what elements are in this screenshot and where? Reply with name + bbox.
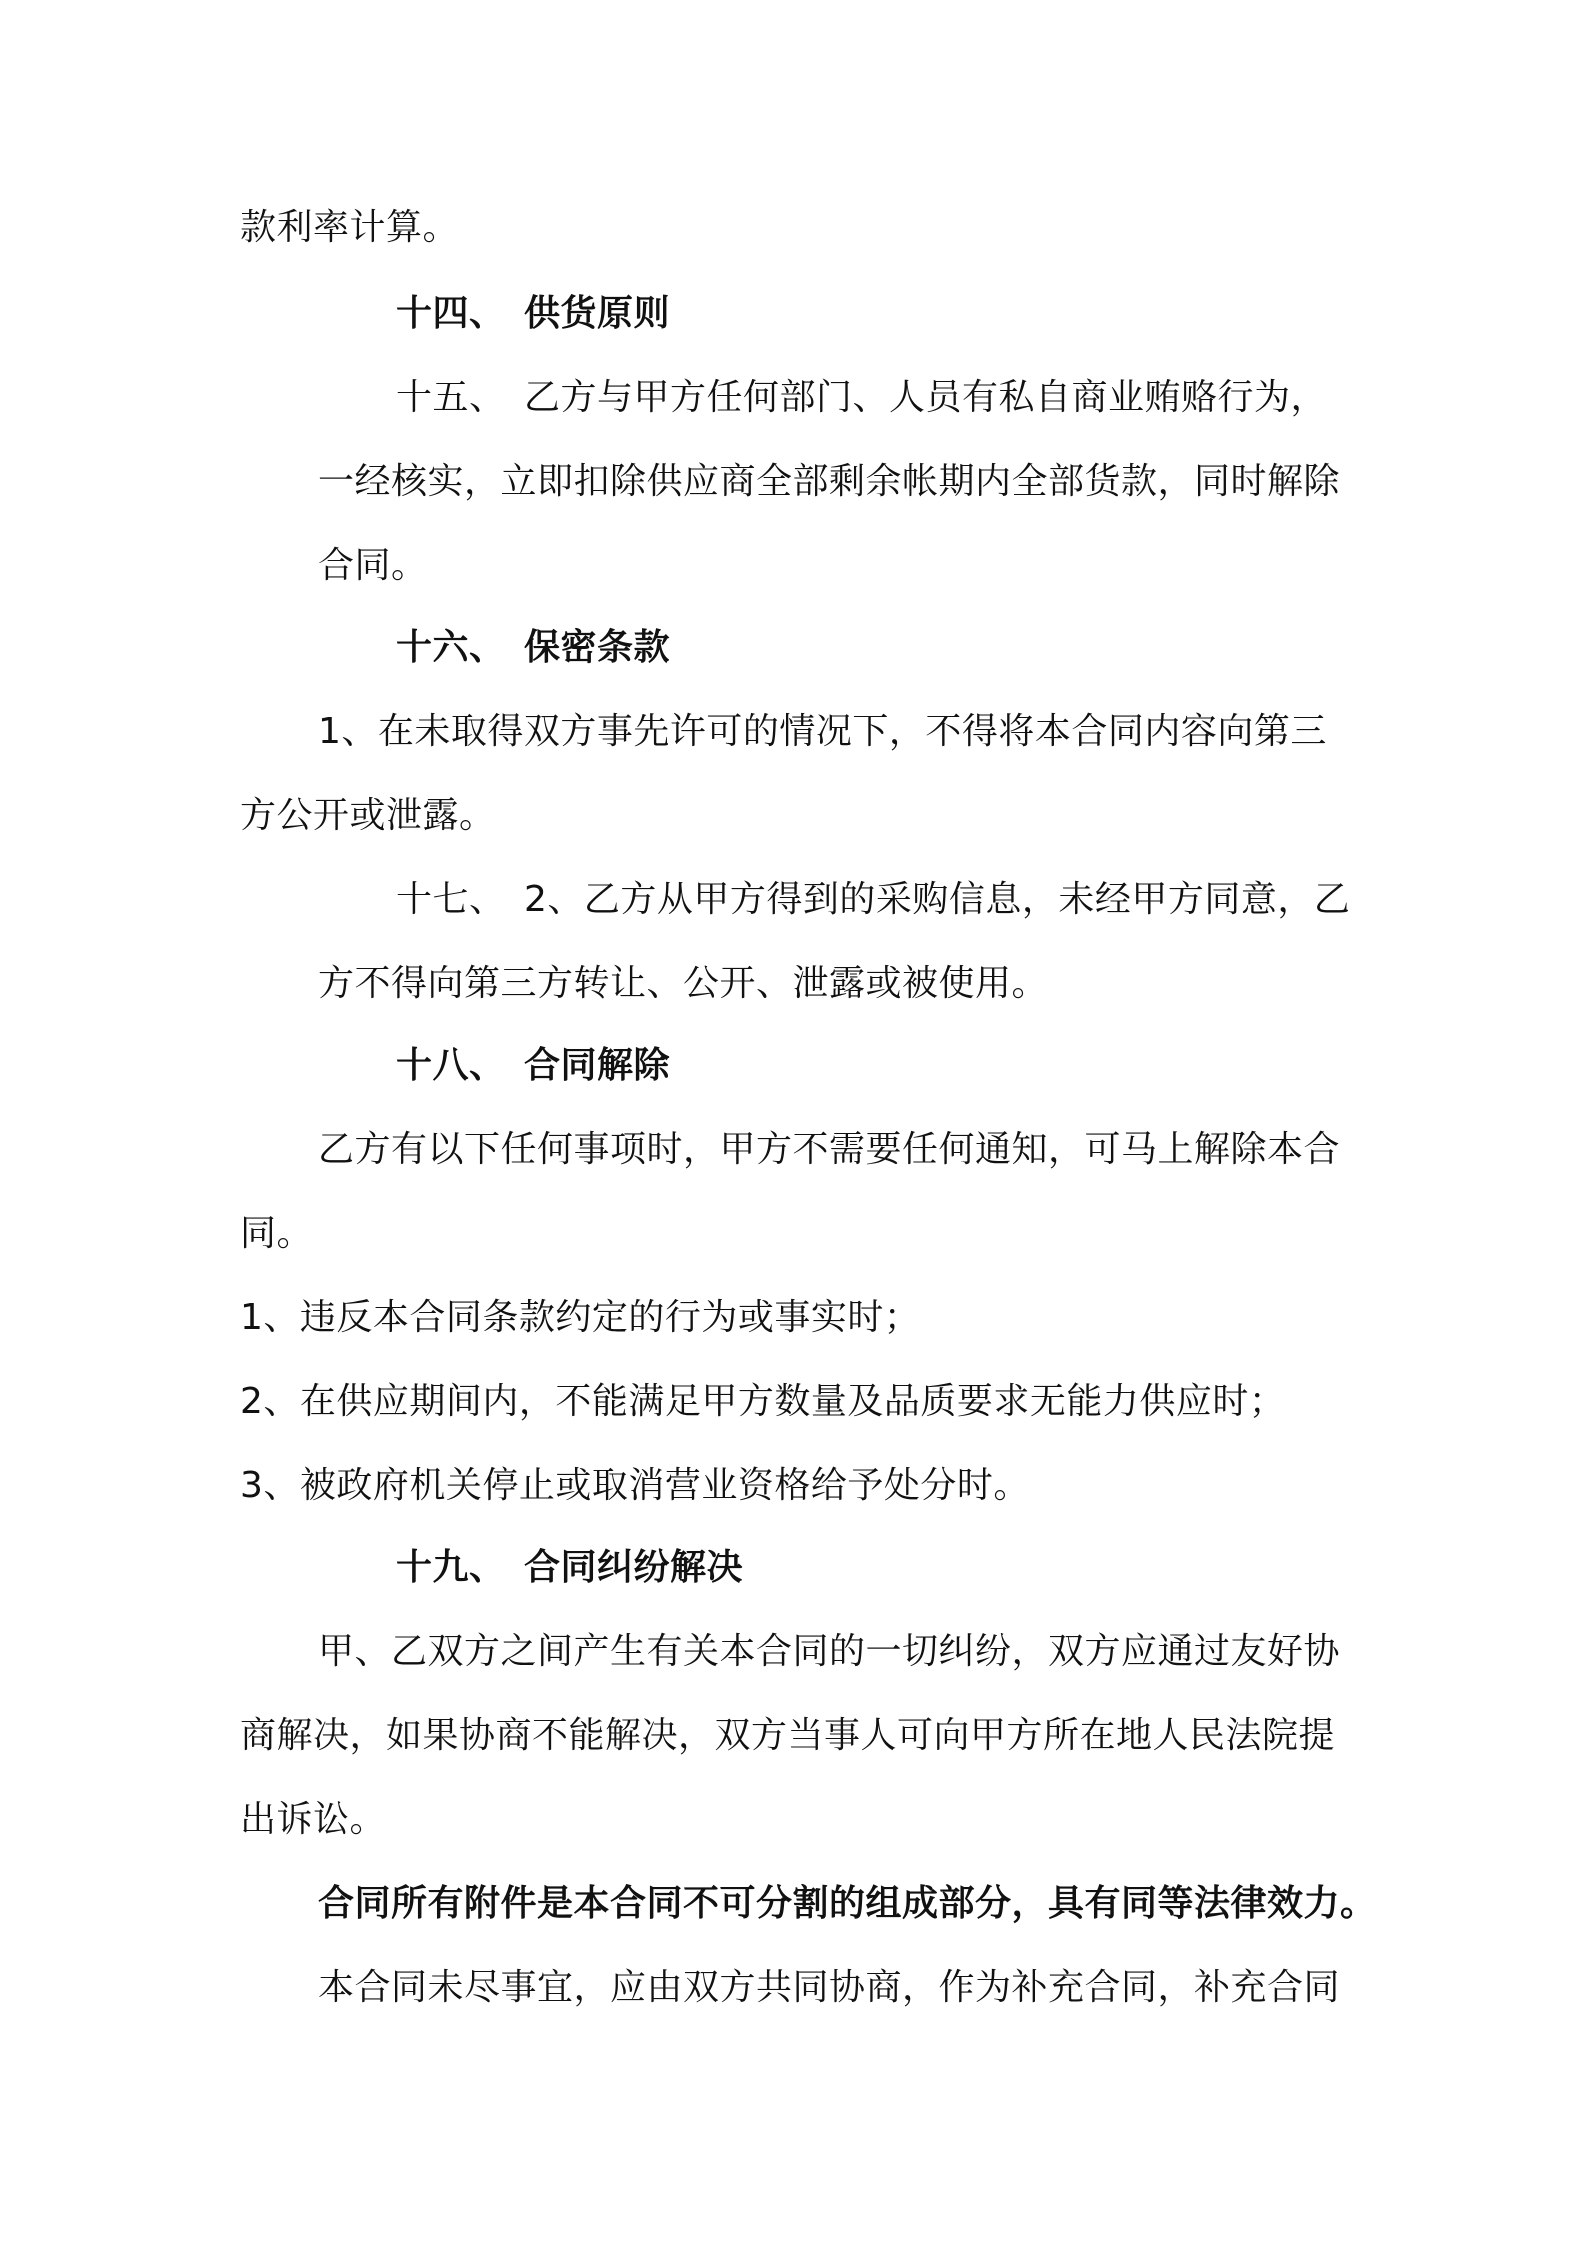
section-title: 合同纠纷解决: [524, 1547, 744, 1588]
section-heading-15: [396, 374, 1327, 422]
section-heading-17: [396, 876, 1350, 924]
section-title: 保密条款: [524, 627, 671, 668]
paragraph-text: 乙方与甲方任何部门、人员有私自商业贿赂行为，: [524, 377, 1328, 418]
section-heading-14: [396, 290, 670, 338]
list-item: 3、被政府机关停止或取消营业资格给予处分时。: [240, 1465, 1030, 1506]
closing-paragraph-supplement: 本合同未尽事宜，应由双方共同协商，作为补充合同，补充合同: [318, 1967, 1341, 2008]
paragraph-line: 1、在未取得双方事先许可的情况下，不得将本合同内容向第三: [318, 711, 1327, 752]
paragraph-line: 方公开或泄露。: [240, 795, 496, 836]
section-number: 十四、: [396, 293, 506, 334]
paragraph-line: 出诉讼。: [240, 1799, 387, 1840]
section-title: 供货原则: [524, 293, 671, 334]
paragraph-line: 商解决，如果协商不能解决，双方当事人可向甲方所在地人民法院提: [240, 1715, 1336, 1756]
paragraph-line: 乙方有以下任何事项时，甲方不需要任何通知，可马上解除本合: [318, 1129, 1341, 1170]
section-number: 十七、: [396, 879, 506, 920]
section-heading-18: [396, 1042, 670, 1090]
paragraph-line: 合同。: [318, 545, 428, 586]
paragraph-line: 一经核实，立即扣除供应商全部剩余帐期内全部货款，同时解除: [318, 461, 1341, 502]
list-item: 2、在供应期间内，不能满足甲方数量及品质要求无能力供应时；: [240, 1381, 1286, 1422]
closing-paragraph-attachments: 合同所有附件是本合同不可分割的组成部分，具有同等法律效力。: [318, 1883, 1377, 1924]
paragraph-line: 款利率计算。: [240, 207, 460, 248]
section-number: 十五、: [396, 377, 506, 418]
paragraph-line: 甲、乙双方之间产生有关本合同的一切纠纷，双方应通过友好协: [318, 1631, 1341, 1672]
paragraph-text: 2、乙方从甲方得到的采购信息，未经甲方同意，乙: [524, 879, 1351, 920]
list-item: 1、违反本合同条款约定的行为或事实时；: [240, 1297, 921, 1338]
section-number: 十八、: [396, 1045, 506, 1086]
section-number: 十六、: [396, 627, 506, 668]
section-title: 合同解除: [524, 1045, 671, 1086]
paragraph-line: 方不得向第三方转让、公开、泄露或被使用。: [318, 963, 1049, 1004]
section-number: 十九、: [396, 1547, 506, 1588]
paragraph-line: 同。: [240, 1213, 314, 1254]
section-heading-16: [396, 624, 670, 672]
section-heading-19: [396, 1544, 743, 1592]
